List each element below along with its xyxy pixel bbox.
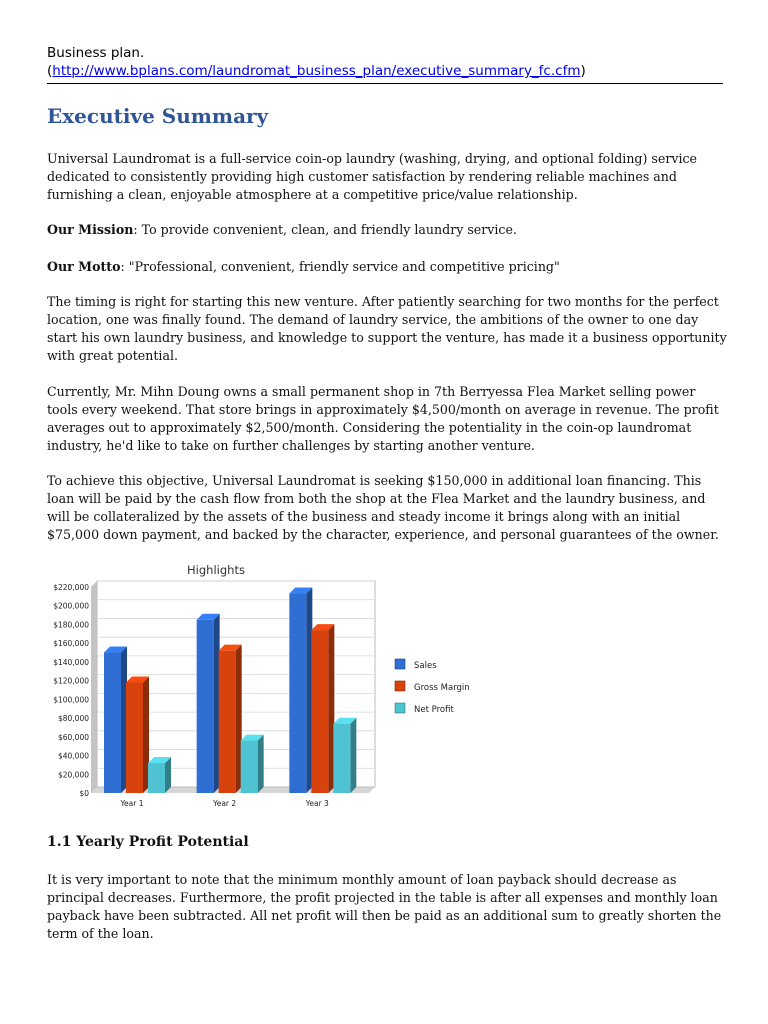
header-divider <box>47 83 723 84</box>
y-tick-label: $180,000 <box>53 620 89 630</box>
bar-side <box>350 718 356 793</box>
x-tick-label: Year 3 <box>305 799 329 808</box>
y-tick-label: $200,000 <box>53 601 89 611</box>
motto-text: : "Professional, convenient, friendly service and competitive pricing" <box>120 259 560 274</box>
y-tick-label: $220,000 <box>53 583 89 592</box>
page-title: Executive Summary <box>47 104 269 128</box>
mission-text: : To provide convenient, clean, and friendly laundry service. <box>133 222 517 237</box>
close-paren: ) <box>580 63 586 79</box>
x-tick-label: Year 2 <box>213 799 237 808</box>
legend-swatch <box>395 681 405 691</box>
bar-side <box>165 757 171 793</box>
profit-paragraph: It is very important to note that the minimum monthly amount of loan payback should decrease as principal decreases. Furthermore, the profit projected in the table is after all expenses and monthly loan payback have been subtracted. All net profit will then be paid as an additional sum to greatly shorten the term of the loan. <box>47 872 722 941</box>
y-tick-label: $60,000 <box>57 732 89 742</box>
y-tick-label: $40,000 <box>57 751 89 761</box>
x-axis <box>119 799 329 808</box>
document-header <box>47 44 723 80</box>
bar-side <box>258 735 264 793</box>
y-tick-label: $20,000 <box>57 770 89 780</box>
legend-swatch <box>395 659 405 669</box>
currently-paragraph: Currently, Mr. Mihn Doung owns a small permanent shop in 7th Berryessa Flea Market selling power tools every weekend. That store brings in approximately $4,500/month on average in revenue. The profit averages out to approximately $2,500/month. Considering the potentiality in the coin-op laundromat industry, he'd like to take on further challenges by starting another venture. <box>47 384 719 453</box>
plot-side-wall <box>91 581 97 793</box>
bar <box>333 724 350 793</box>
bar <box>289 594 306 793</box>
y-tick-label: $120,000 <box>53 676 89 686</box>
mission-label: Our Mission <box>47 222 134 237</box>
section-heading: 1.1 Yearly Profit Potential <box>47 834 249 850</box>
motto-paragraph <box>47 258 727 276</box>
y-tick-label: $0 <box>79 789 89 798</box>
header-label: Business plan. <box>47 45 145 61</box>
open-paren: ( <box>47 63 53 79</box>
motto-label: Our Motto <box>47 259 121 274</box>
y-tick-label: $100,000 <box>53 695 89 705</box>
source-link[interactable]: http://www.bplans.com/laundromat_business_plan/executive_summary_fc.cfm <box>52 63 581 79</box>
header-source <box>47 62 723 80</box>
y-tick-label: $80,000 <box>57 714 89 724</box>
chart-legend <box>395 659 470 715</box>
achieve-paragraph: To achieve this objective, Universal Laundromat is seeking $150,000 in additional loan financing. This loan will be paid by the cash flow from both the shop at the Flea Market and the laundry business, and will be collateralized by the assets of the business and steady income it brings along with an initial $75,000 down payment, and backed by the character, experience, and personal guarantees of the owner. <box>47 473 719 542</box>
intro-paragraph: Universal Laundromat is a full-service coin-op laundry (washing, drying, and optional folding) service dedicated to consistently providing high customer satisfaction by rendering reliable machines and furnishing a clean, enjoyable atmosphere at a competitive price/value relationship. <box>47 151 697 202</box>
mission-paragraph <box>47 221 727 239</box>
bar <box>241 741 258 793</box>
legend-label: Net Profit <box>414 705 454 715</box>
bar <box>197 620 214 793</box>
highlights-chart <box>45 555 485 815</box>
bar <box>104 653 121 793</box>
y-tick-label: $160,000 <box>53 639 89 649</box>
bar <box>311 630 328 793</box>
legend-label: Gross Margin <box>414 683 470 693</box>
bar <box>126 683 143 793</box>
timing-paragraph: The timing is right for starting this new venture. After patiently searching for two months for the perfect location, one was finally found. The demand of laundry service, the ambitions of the owner to one day start his own laundry business, and knowledge to support the venture, has made it a business opportunity with great potential. <box>47 294 727 363</box>
legend-swatch <box>395 703 405 713</box>
x-tick-label: Year 1 <box>120 799 144 808</box>
y-tick-label: $140,000 <box>53 657 89 667</box>
bar <box>148 763 165 793</box>
legend-label: Sales <box>414 661 437 671</box>
bar <box>219 651 236 793</box>
chart-title: Highlights <box>187 563 245 577</box>
